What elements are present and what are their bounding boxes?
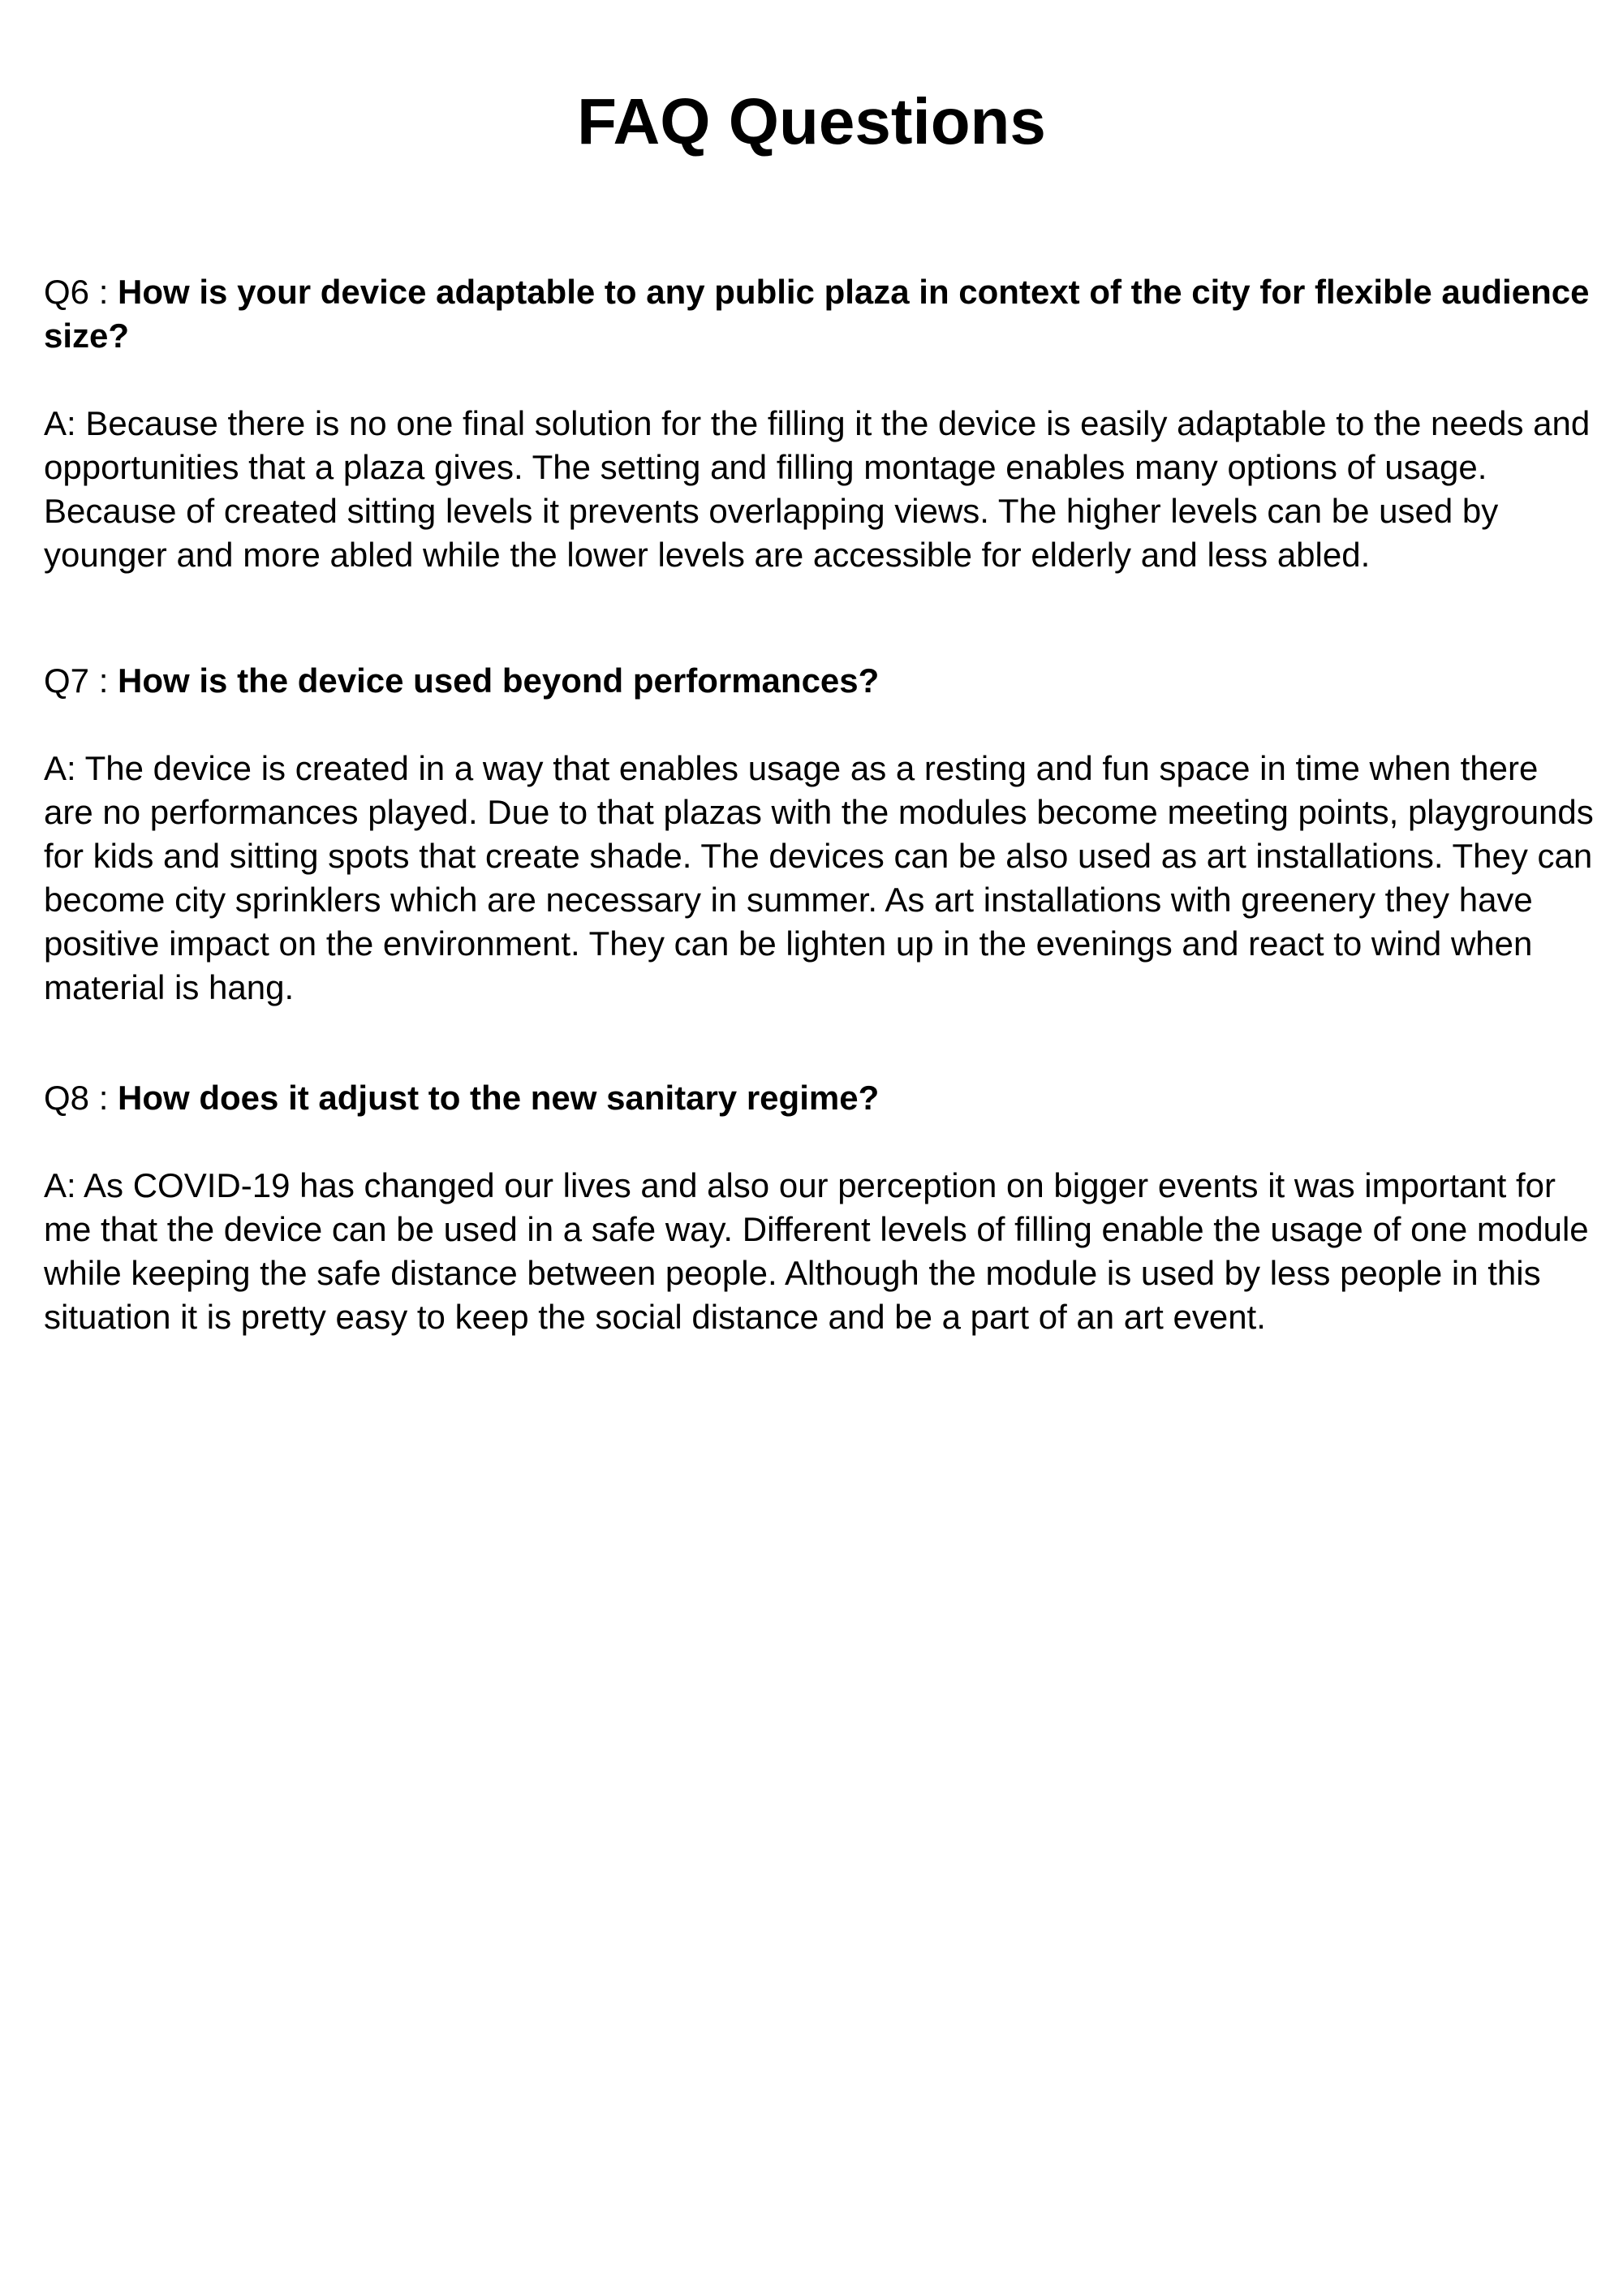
question-number: Q7 : [44, 661, 118, 700]
faq-item-q8 [44, 1076, 1594, 1339]
faq-answer: A: The device is created in a way that enables usage as a resting and fun space in time when there are no performances played. Due to that plazas with the modules become meeting points, playgrounds for kids and sitting spots that create shade. The devices can be also used as art installations. They can become city sprinklers which are necessary in summer. As art installations with greenery they have positive impact on the environment. They can be lighten up in the evenings and react to wind when material is hang. [44, 749, 1594, 1006]
question-text: How is your device adaptable to any public plaza in context of the city for flexible audience size? [44, 273, 1590, 355]
faq-question [44, 659, 1594, 703]
faq-item-q6 [44, 270, 1594, 577]
question-text: How does it adjust to the new sanitary regime? [118, 1079, 880, 1117]
question-number: Q8 : [44, 1079, 118, 1117]
faq-answer: A: As COVID-19 has changed our lives and also our perception on bigger events it was important for me that the device can be used in a safe way. Different levels of filling enable the usage of one module while keeping the safe distance between people. Although the module is used by less people in this situation it is pretty easy to keep the social distance and be a part of an art event. [44, 1166, 1589, 1336]
faq-question [44, 1076, 1594, 1120]
faq-answer: A: Because there is no one final solution for the filling it the device is easily adaptable to the needs and opportunities that a plaza gives. The setting and filling montage enables many options of usage. Because of created sitting levels it prevents overlapping views. The higher levels can be used by younger and more abled while the lower levels are accessible for elderly and less abled. [44, 404, 1591, 574]
question-number: Q6 : [44, 273, 118, 311]
page-title: FAQ Questions [577, 85, 1046, 157]
faq-question [44, 270, 1594, 358]
question-text: How is the device used beyond performances? [118, 661, 880, 700]
faq-item-q7 [44, 659, 1594, 1010]
